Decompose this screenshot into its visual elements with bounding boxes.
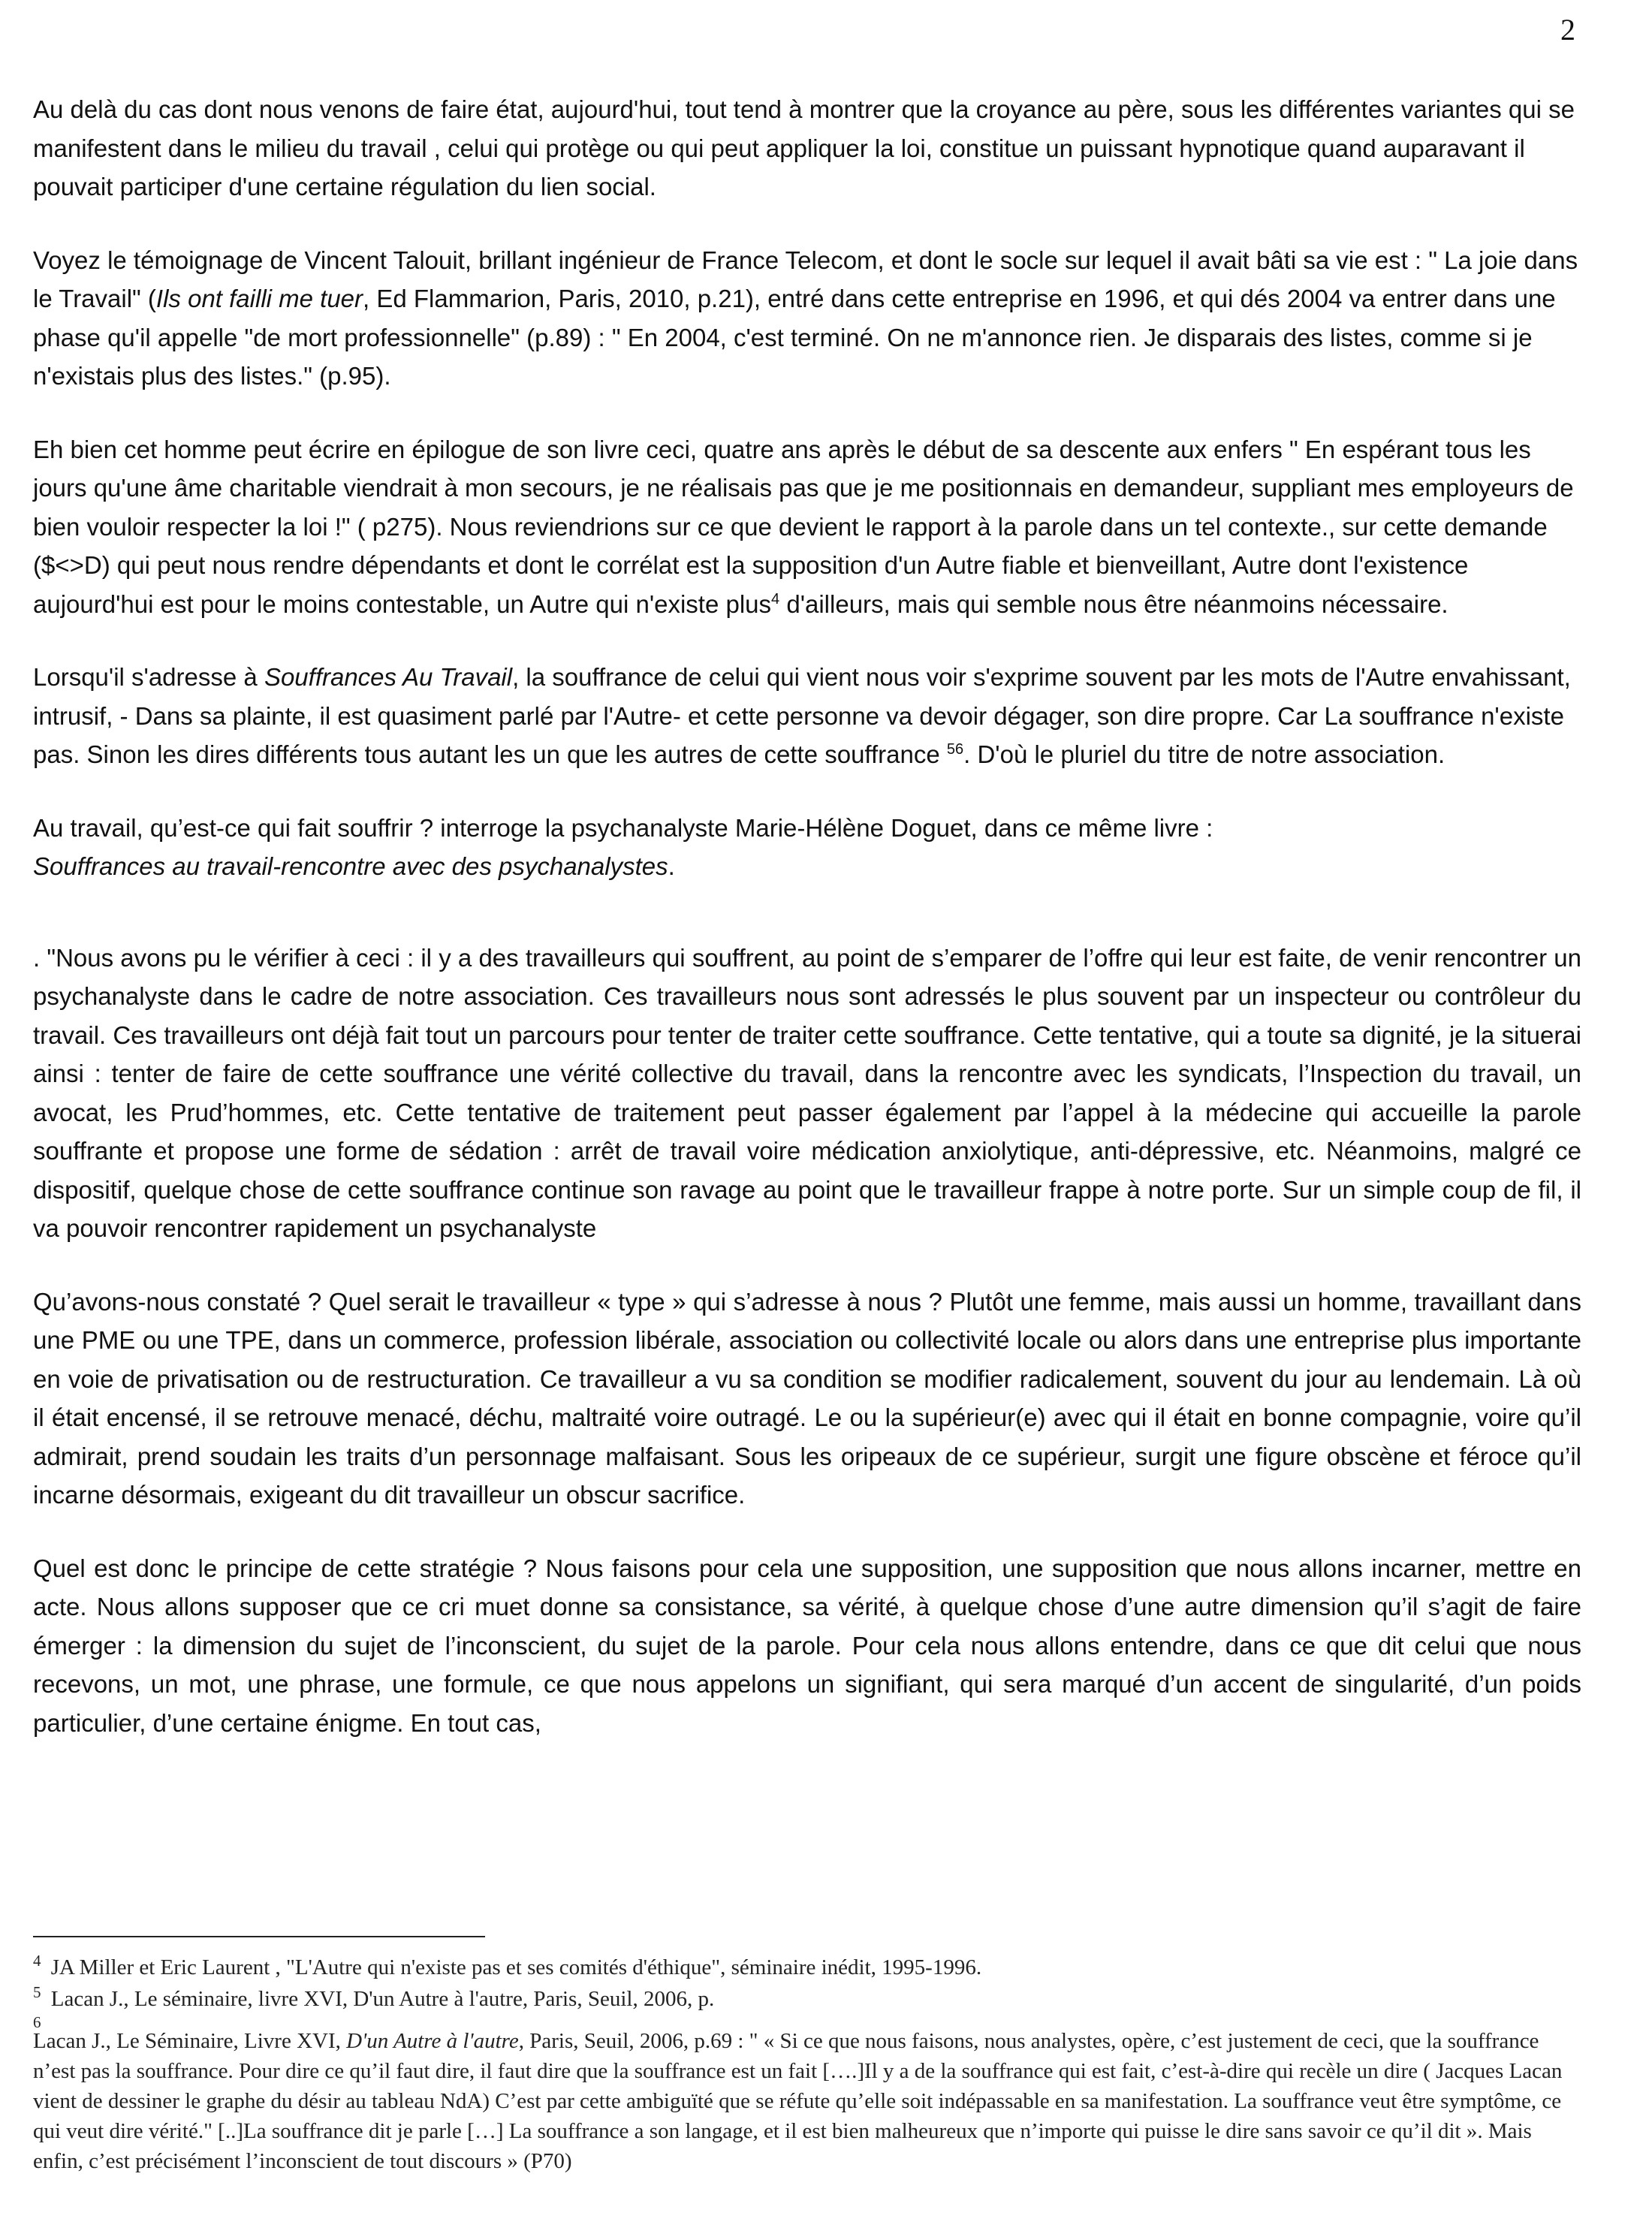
paragraph-text: . D'où le pluriel du titre de notre association. (963, 740, 1446, 768)
paragraph-text: . (668, 852, 675, 880)
book-title: Ils ont failli me tuer (155, 285, 363, 312)
paragraph-text: , la souffrance de celui qui vient nous voir s'exprime souvent par les mots de l'Autre envahissant, intrusif, - Dans sa plainte, il est quasiment parlé par l'Autre- et cette personne va devoir dégager, son dire propre. Car La souffrance n'existe pas. Sinon les dires différents tous autant les un que les autres de cette souffrance (33, 663, 1571, 768)
footnote-4 (33, 1952, 1580, 1982)
body-text (33, 90, 1581, 1777)
paragraph-text: Au travail, qu’est-ce qui fait souffrir ? interroge la psychanalyste Marie-Hélène Doguet, dans ce même livre : (33, 813, 1213, 842)
footnote-text: Lacan J., Le séminaire, livre XVI, D'un Autre à l'autre, Paris, Seuil, 2006, p. (45, 1987, 715, 2011)
footnote-5 (33, 1984, 1580, 2014)
paragraph-epilogue (33, 430, 1581, 624)
paragraph-text: , Ed Flammarion, Paris, 2010, p.21), entré dans cette entreprise en 1996, et qui dés 2004 va entrer dans une phase qu'il appelle "de mort professionnelle" (p.89) : " En 2004, c'est terminé. On ne m'annonce rien. Je disparais des listes, comme si je n'existais plus des listes." (p.95). (33, 285, 1556, 390)
footnotes (33, 1952, 1580, 2178)
association-name: Souffrances Au Travail (264, 663, 513, 691)
paragraph-belief-in-father (33, 90, 1581, 207)
paragraph-quote-workers (33, 939, 1581, 1248)
footnote-ref-4: 4 (771, 590, 780, 607)
footnote-text: , Paris, Seuil, 2006, p.69 : " « Si ce que nous faisons, nous analystes, opère, c’est justement de ceci, que la souffrance n’est pas la souffrance. Pour dire ce qu’il faut dire, il faut dire que la souffrance est un fait [….]Il y a de la souffrance qui est fait, c’est-à-dire qui recèle un dire ( Jacques Lacan vient de dessiner le graphe du désir au tableau NdA) C’est par cette ambiguïté que se réfute qu’elle soit indépassable en sa manifestation. La souffrance veut être symptôme, ce qui veut dire vérité." [..]La souffrance dit je parle […] La souffrance a son langage, et il est bien malheureux que n’importe qui puisse le dire sans savoir ce qu’il dit ». Mais enfin, c’est précisément l’inconscient de tout discours » (P70) (33, 2029, 1563, 2173)
paragraph-souffrances-au-travail (33, 658, 1581, 774)
paragraph-text: Au delà du cas dont nous venons de faire état, aujourd'hui, tout tend à montrer que la croyance au père, sous les différentes variantes qui se manifestent dans le milieu du travail , celui qui protège ou qui peut appliquer la loi, constitue un puissant hypnotique quand auparavant il pouvait participer d'une certaine régulation du lien social. (33, 95, 1575, 200)
paragraph-talouit-testimony (33, 241, 1581, 396)
paragraph-text: . "Nous avons pu le vérifier à ceci : il y a des travailleurs qui souffrent, au point de s’emparer de l’offre qui leur est faite, de venir rencontrer un psychanalyste dans le cadre de notre association. Ces travailleurs nous sont adressés le plus souvent par un inspecteur ou contrôleur du travail. Ces travailleurs ont déjà fait tout un parcours pour tenter de traiter cette souffrance. Cette tentative, qui a toute sa dignité, je la situerai ainsi : tenter de faire de cette souffrance une vérité collective du travail, dans la rencontre avec les syndicats, l’Inspection du travail, un avocat, les Prud’hommes, etc. Cette tentative de traitement peut passer également par l’appel à la médecine qui accueille la parole souffrante et propose une forme de sédation : arrêt de travail voire médication anxiolytique, anti-dépressive, etc. Néanmoins, malgré ce dispositif, quelque chose de cette souffrance continue son ravage au point que le travailleur frappe à notre porte. Sur un simple coup de fil, il va pouvoir rencontrer rapidement un psychanalyste (33, 943, 1581, 1242)
paragraph-typical-worker (33, 1283, 1581, 1515)
paragraph-text: Voyez le témoignage de Vincent Talouit, brillant ingénieur de France Telecom, et dont le socle sur lequel il avait bâti sa vie est : " La joie dans le Travail" ( (33, 246, 1578, 312)
footnote-ref-56: 56 (946, 741, 964, 758)
footnote-text: Lacan J., Le Séminaire, Livre XVI, (33, 2029, 347, 2053)
footnote-text: JA Miller et Eric Laurent , "L'Autre qui n'existe pas et ses comités d'éthique", séminaire inédit, 1995-1996. (45, 1955, 982, 1979)
footnote-6 (33, 2015, 1580, 2176)
page-number: 2 (1560, 13, 1575, 47)
footnote-separator (33, 1936, 485, 1937)
paragraph-doguet-question (33, 809, 1581, 886)
book-title: D'un Autre à l'autre (346, 2029, 519, 2053)
footnote-number: 6 (33, 2013, 41, 2031)
paragraph-strategy-principle (33, 1549, 1581, 1743)
paragraph-text: Qu’avons-nous constaté ? Quel serait le travailleur « type » qui s’adresse à nous ? Plutôt une femme, mais aussi un homme, travaillant dans une PME ou une TPE, dans un commerce, profession libérale, association ou collectivité locale ou alors dans une entreprise plus importante en voie de privatisation ou de restructuration. Ce travailleur a vu sa condition se modifier radicalement, souvent du jour au lendemain. Là où il était encensé, il se retrouve menacé, déchu, maltraité voire outragé. Le ou la supérieur(e) avec qui il était en bonne compagnie, voire qu’il admirait, prend soudain les traits d’un personnage malfaisant. Sous les oripeaux de ce supérieur, surgit une figure obscène et féroce qu’il incarne désormais, exigeant du dit travailleur un obscur sacrifice. (33, 1287, 1581, 1509)
footnote-number: 4 (33, 1952, 41, 1970)
paragraph-text: Lorsqu'il s'adresse à (33, 663, 264, 691)
paragraph-text: Eh bien cet homme peut écrire en épilogue de son livre ceci, quatre ans après le début de sa descente aux enfers " En espérant tous les jours qu'une âme charitable viendrait à mon secours, je ne réalisais pas que je me positionnais en demandeur, suppliant mes employeurs de bien vouloir respecter la loi !" ( p275). Nous reviendrions sur ce que devient le rapport à la parole dans un tel contexte., sur cette demande ($<>D) qui peut nous rendre dépendants et dont le corrélat est la supposition d'un Autre fiable et bienveillant, Autre dont l'existence aujourd'hui est pour le moins contestable, un Autre qui n'existe plus (33, 435, 1574, 618)
book-title: Souffrances au travail-rencontre avec des psychanalystes (33, 852, 668, 880)
paragraph-text: Quel est donc le principe de cette stratégie ? Nous faisons pour cela une supposition, une supposition que nous allons incarner, mettre en acte. Nous allons supposer que ce cri muet donne sa consistance, sa vérité, à quelque chose d’une autre dimension qu’il s’agit de faire émerger : la dimension du sujet de l’inconscient, du sujet de la parole. Pour cela nous allons entendre, dans ce que dit celui que nous recevons, un mot, une phrase, une formule, ce que nous appelons un signifiant, qui sera marqué d’un accent de singularité, d’un poids particulier, d’une certaine énigme. En tout cas, (33, 1554, 1581, 1737)
footnote-number: 5 (33, 1983, 41, 2002)
paragraph-text: d'ailleurs, mais qui semble nous être néanmoins nécessaire. (779, 589, 1449, 618)
